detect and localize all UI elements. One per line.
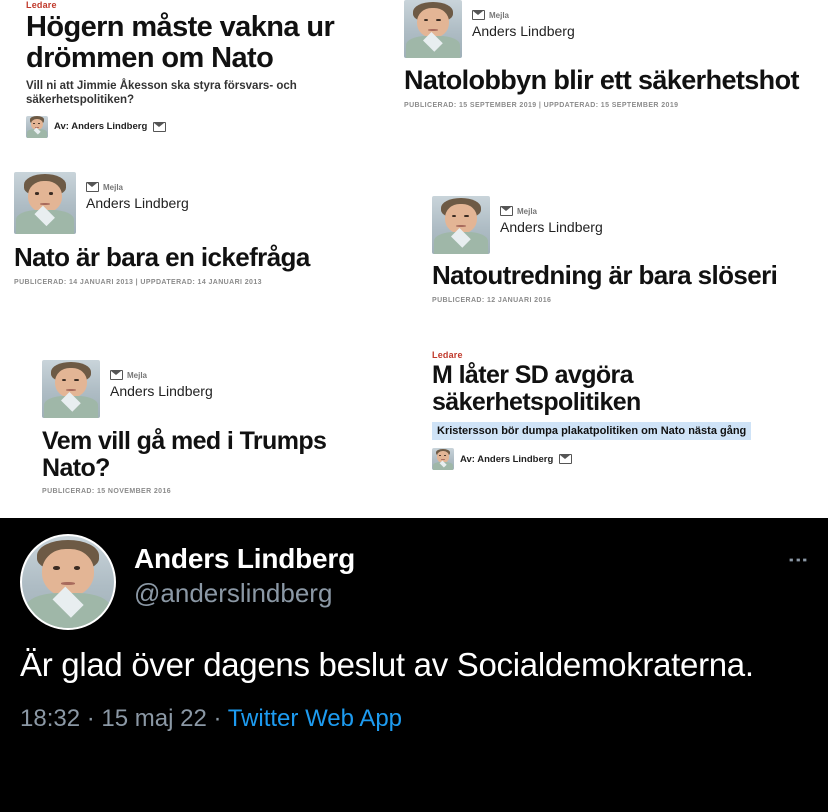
article-meta: PUBLICERAD: 15 NOVEMBER 2016 <box>42 488 172 495</box>
tweet-meta-separator-2: · <box>213 704 222 732</box>
article-kicker: Ledare <box>432 350 463 360</box>
article-author-block <box>404 0 824 58</box>
mail-icon <box>472 10 485 20</box>
tweet-card <box>0 518 828 812</box>
article-card-5[interactable] <box>42 360 392 510</box>
article-author-tag[interactable] <box>86 182 189 192</box>
article-author-block <box>14 172 374 234</box>
author-photo-icon <box>404 0 462 58</box>
article-author-tag[interactable] <box>472 10 575 20</box>
article-author-tag-label: Mejla <box>103 182 124 192</box>
tweet-header <box>20 534 808 630</box>
author-photo-icon <box>432 196 490 254</box>
article-card-3[interactable] <box>14 172 374 332</box>
article-card-6[interactable] <box>432 350 802 515</box>
article-byline-text: Av: Anders Lindberg <box>460 453 554 465</box>
tweet-meta-separator-1: · <box>86 704 95 732</box>
tweet-source[interactable]: Twitter Web App <box>227 704 403 732</box>
tweet-text: Är glad över dagens beslut av Socialdemokraterna. <box>20 646 754 683</box>
article-byline-text: Av: Anders Lindberg <box>54 121 148 132</box>
article-author-tag-label: Mejla <box>127 370 148 380</box>
tweet-date: 15 maj 22 <box>101 704 207 732</box>
author-photo-icon <box>14 172 76 234</box>
avatar[interactable] <box>20 534 116 630</box>
article-card-2[interactable] <box>404 0 824 150</box>
article-card-1[interactable] <box>26 0 398 150</box>
article-standfirst: Vill ni att Jimmie Åkesson ska styra försvars- och säkerhetspolitiken? <box>26 80 297 107</box>
article-highlight: Kristersson bör dumpa plakatpolitiken om Nato nästa gång <box>432 422 751 440</box>
author-photo-icon <box>432 448 454 470</box>
article-author-name: Anders Lindberg <box>472 23 575 39</box>
author-photo-icon <box>42 360 100 418</box>
article-meta: PUBLICERAD: 14 JANUARI 2013 | UPPDATERAD: 14 JANUARI 2013 <box>14 278 262 286</box>
article-kicker: Ledare <box>26 0 57 10</box>
article-headline: Natolobbyn blir ett säkerhetshot <box>404 65 799 95</box>
mail-icon <box>500 206 513 216</box>
tweet-time: 18:32 <box>20 704 81 732</box>
article-author-tag[interactable] <box>500 206 603 216</box>
article-headline: Nato är bara en ickefråga <box>14 242 310 272</box>
article-meta: PUBLICERAD: 15 SEPTEMBER 2019 | UPPDATERAD: 15 SEPTEMBER 2019 <box>404 101 679 109</box>
article-author-name: Anders Lindberg <box>500 219 603 235</box>
article-byline <box>432 448 802 470</box>
article-card-4[interactable] <box>432 196 812 346</box>
article-meta: PUBLICERAD: 12 JANUARI 2016 <box>432 296 552 304</box>
tweet-display-name: Anders Lindberg <box>134 543 356 574</box>
article-author-name: Anders Lindberg <box>110 383 213 399</box>
article-author-block <box>42 360 392 418</box>
article-author-tag-label: Mejla <box>517 206 538 216</box>
mail-icon[interactable] <box>559 454 572 464</box>
article-author-tag-label: Mejla <box>489 10 510 20</box>
tweet-identity <box>134 534 770 609</box>
article-author-tag[interactable] <box>110 370 213 380</box>
more-options-icon[interactable]: ⋮ <box>787 550 809 571</box>
mail-icon <box>110 370 123 380</box>
mail-icon[interactable] <box>153 122 166 132</box>
author-photo-icon <box>26 116 48 138</box>
article-headline: Högern måste vakna ur drömmen om Nato <box>26 11 335 74</box>
article-headline: Vem vill gå med i Trumps Nato? <box>42 427 327 482</box>
article-author-block <box>432 196 812 254</box>
article-byline <box>26 116 398 138</box>
mail-icon <box>86 182 99 192</box>
article-headline: M låter SD avgöra säkerhetspolitiken <box>432 361 641 416</box>
tweet-meta <box>20 705 808 733</box>
tweet-handle[interactable]: @anderslindberg <box>134 577 333 608</box>
article-headline: Natoutredning är bara slöseri <box>432 260 778 290</box>
article-author-name: Anders Lindberg <box>86 195 189 211</box>
